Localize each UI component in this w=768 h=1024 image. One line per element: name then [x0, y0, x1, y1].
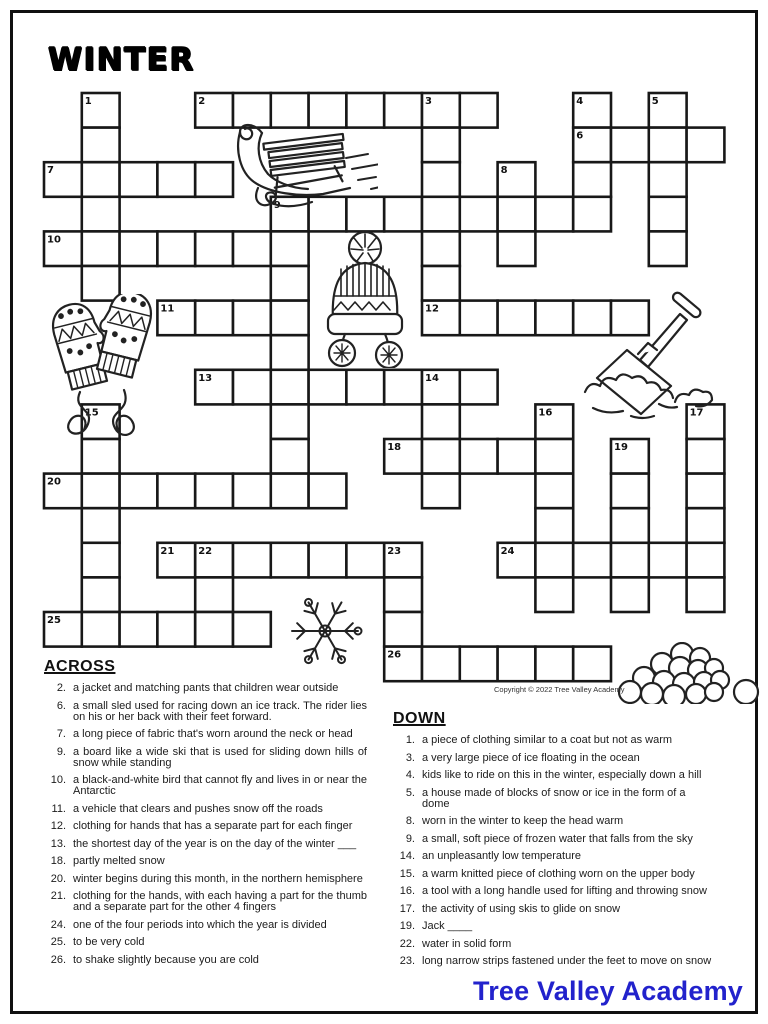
clue-number-6: 6	[576, 130, 584, 142]
across-clue-text: a board like a wide ski that is used for sliding down hills of snow while standing	[73, 745, 367, 769]
down-clue-22	[393, 939, 723, 950]
across-clue-number: 11.	[51, 802, 66, 815]
grid-cell-r1c10	[422, 128, 460, 163]
down-clue-text: worn in the winter to keep the head warm	[422, 815, 624, 827]
clue-number-20: 20	[47, 476, 61, 488]
grid-cell-r6c5	[233, 301, 271, 336]
across-clue-number: 9.	[56, 745, 66, 758]
grid-cell-r11c6	[271, 474, 309, 509]
down-clue-text: a small, soft piece of frozen water that falls from the sky	[422, 832, 693, 845]
down-clue-3	[393, 753, 723, 764]
grid-cell-r3c16	[649, 197, 687, 232]
grid-cell-r10c12	[498, 439, 536, 474]
grid-cell-r2c10	[422, 162, 460, 197]
grid-cell-r14c15	[611, 577, 649, 612]
grid-cell-r8c7	[309, 370, 347, 405]
down-clue-text: an unpleasantly low temperature	[422, 850, 581, 862]
grid-cell-r14c9	[384, 577, 422, 612]
grid-cell-r11c7	[309, 474, 347, 509]
across-clue-text: the shortest day of the year is on the day of the winter ___	[73, 837, 357, 850]
grid-cell-r0c11	[460, 93, 498, 128]
grid-cell-r8c9	[384, 370, 422, 405]
across-clue-12	[44, 821, 374, 832]
down-section	[393, 710, 723, 974]
grid-cell-r7c6	[271, 335, 309, 370]
across-clue-text: to shake slightly because you are cold	[73, 953, 259, 966]
grid-cell-r8c6	[271, 370, 309, 405]
clue-number-13: 13	[198, 372, 213, 384]
grid-cell-r12c13	[535, 508, 573, 543]
grid-cell-r14c1	[82, 577, 120, 612]
down-clue-17	[393, 904, 723, 915]
grid-cell-r10c11	[460, 439, 498, 474]
clue-number-9: 9	[273, 199, 281, 211]
grid-cell-r11c15	[611, 474, 649, 509]
grid-cell-r6c11	[460, 301, 498, 336]
grid-cell-r3c10	[422, 197, 460, 232]
across-clue-number: 7.	[56, 728, 66, 740]
grid-cell-r13c14	[573, 543, 611, 578]
down-clue-number: 9.	[405, 832, 415, 845]
grid-cell-r3c1	[82, 197, 120, 232]
grid-cell-r4c3	[157, 231, 195, 266]
across-clue-7	[44, 729, 374, 740]
grid-cell-r3c13	[535, 197, 573, 232]
down-clue-1	[393, 735, 723, 746]
grid-cell-r5c6	[271, 266, 309, 301]
grid-cell-r6c12	[498, 301, 536, 336]
grid-cell-r9c6	[271, 404, 309, 439]
across-clue-number: 2.	[56, 682, 66, 694]
down-clue-16	[393, 886, 723, 897]
grid-cell-r16c10	[422, 647, 460, 682]
grid-cell-r11c1	[82, 474, 120, 509]
clue-number-25: 25	[47, 615, 61, 626]
grid-cell-r4c2	[120, 231, 158, 266]
grid-cell-r3c14	[573, 197, 611, 232]
grid-cell-r6c13	[535, 301, 573, 336]
page-title: WINTER	[48, 42, 195, 78]
across-clue-number: 25.	[50, 936, 66, 948]
grid-cell-r8c5	[233, 370, 271, 405]
across-clue-text: clothing for hands that has a separate part for each finger	[73, 820, 353, 832]
across-clue-26	[44, 955, 374, 966]
down-clue-number: 8.	[405, 815, 415, 827]
grid-cell-r13c13	[535, 543, 573, 578]
across-clue-list	[44, 683, 374, 966]
across-clue-number: 20.	[50, 872, 66, 885]
down-clue-text: long narrow strips fastened under the feet to move on snow	[422, 955, 712, 967]
grid-cell-r11c17	[687, 474, 725, 509]
grid-cell-r15c1	[82, 612, 120, 647]
clue-number-2: 2	[198, 96, 206, 107]
across-clue-13	[44, 839, 374, 850]
down-clue-14	[393, 851, 723, 862]
across-clue-text: a small sled used for racing down an ice track. The rider lies on his or her back with their feet forward.	[73, 699, 367, 723]
grid-cell-r13c16	[649, 543, 687, 578]
grid-cell-r1c17	[687, 128, 725, 163]
grid-cell-r10c10	[422, 439, 460, 474]
down-clue-number: 1.	[405, 734, 415, 746]
down-header: DOWN	[393, 710, 446, 727]
grid-cell-r4c12	[498, 231, 536, 266]
grid-cell-r5c10	[422, 266, 460, 301]
grid-cell-r16c12	[498, 647, 536, 682]
down-clue-23	[393, 956, 723, 967]
down-clue-list	[393, 735, 723, 967]
across-clue-number: 12.	[50, 820, 66, 832]
grid-cell-r4c4	[195, 231, 233, 266]
grid-cell-r15c2	[120, 612, 158, 647]
grid-cell-r13c7	[309, 543, 347, 578]
down-clue-number: 3.	[405, 751, 415, 764]
grid-cell-r4c10	[422, 231, 460, 266]
grid-cell-r16c11	[460, 647, 498, 682]
clue-number-11: 11	[160, 303, 175, 315]
across-clue-20	[44, 874, 374, 885]
clue-number-1: 1	[84, 96, 92, 107]
grid-cell-r16c14	[573, 647, 611, 682]
across-clue-text: partly melted snow	[73, 855, 165, 867]
across-section	[44, 658, 374, 972]
grid-cell-r1c15	[611, 128, 649, 163]
grid-cell-r15c5	[233, 612, 271, 647]
grid-cell-r10c1	[82, 439, 120, 474]
clue-number-19: 19	[614, 442, 628, 453]
grid-cell-r2c1	[82, 162, 120, 197]
snow-shovel-illustration	[583, 290, 715, 432]
across-clue-number: 18.	[50, 855, 66, 867]
down-clue-4	[393, 770, 723, 781]
grid-cell-r4c1	[82, 231, 120, 266]
across-header: ACROSS	[44, 658, 116, 675]
down-clue-text: a tool with a long handle used for lifting and throwing snow	[422, 885, 707, 897]
across-clue-9	[44, 747, 374, 769]
across-clue-25	[44, 937, 374, 948]
clue-number-24: 24	[500, 545, 515, 557]
grid-cell-r3c12	[498, 197, 536, 232]
grid-cell-r8c11	[460, 370, 498, 405]
clue-number-3: 3	[425, 96, 432, 107]
snowball-pile-illustration	[610, 642, 760, 704]
down-clue-8	[393, 816, 723, 827]
copyright-text: Copyright © 2022 Tree Valley Academy	[494, 685, 625, 694]
sled-illustration	[228, 118, 378, 218]
down-clue-text: the activity of using skis to glide on snow	[422, 902, 621, 915]
down-clue-number: 14.	[399, 850, 415, 862]
grid-cell-r10c13	[535, 439, 573, 474]
down-clue-15	[393, 869, 723, 880]
down-clue-text: a very large piece of ice floating in the ocean	[422, 751, 640, 764]
grid-cell-r6c6	[271, 301, 309, 336]
down-clue-9	[393, 834, 723, 845]
across-clue-21	[44, 891, 374, 913]
grid-cell-r2c3	[157, 162, 195, 197]
grid-cell-r2c14	[573, 162, 611, 197]
down-clue-number: 19.	[399, 920, 415, 932]
down-clue-text: kids like to ride on this in the winter, especially down a hill	[422, 769, 702, 781]
down-clue-text: Jack ____	[422, 920, 473, 932]
grid-cell-r1c16	[649, 128, 687, 163]
down-clue-text: a house made of blocks of snow or ice in the form of a dome	[422, 786, 686, 810]
snowflake-illustration	[286, 594, 364, 668]
across-clue-2	[44, 683, 374, 694]
down-clue-text: a piece of clothing similar to a coat but not as warm	[422, 734, 673, 746]
clue-number-23: 23	[387, 545, 402, 557]
down-clue-number: 16.	[399, 885, 415, 897]
grid-cell-r2c16	[649, 162, 687, 197]
clue-number-15: 15	[84, 407, 99, 419]
winter-hat-illustration	[311, 224, 419, 368]
grid-cell-r9c10	[422, 404, 460, 439]
grid-cell-r11c4	[195, 474, 233, 509]
across-clue-number: 26.	[50, 953, 66, 966]
clue-number-5: 5	[651, 96, 659, 107]
grid-cell-r11c2	[120, 474, 158, 509]
down-clue-number: 22.	[399, 937, 415, 950]
grid-cell-r12c17	[687, 508, 725, 543]
grid-cell-r2c2	[120, 162, 158, 197]
across-clue-number: 6.	[56, 699, 66, 712]
across-clue-number: 24.	[50, 918, 66, 931]
grid-cell-r13c15	[611, 543, 649, 578]
across-clue-number: 10.	[50, 774, 66, 786]
clue-number-4: 4	[576, 96, 584, 107]
grid-cell-r11c13	[535, 474, 573, 509]
grid-cell-r13c8	[346, 543, 384, 578]
grid-cell-r13c6	[271, 543, 309, 578]
grid-cell-r12c1	[82, 508, 120, 543]
grid-cell-r11c10	[422, 474, 460, 509]
across-clue-number: 13.	[50, 837, 66, 850]
clue-number-21: 21	[160, 545, 175, 557]
grid-cell-r6c4	[195, 301, 233, 336]
down-clue-number: 23.	[399, 955, 415, 967]
grid-cell-r13c5	[233, 543, 271, 578]
clue-number-17: 17	[689, 407, 704, 419]
grid-cell-r10c17	[687, 439, 725, 474]
down-clue-number: 17.	[399, 902, 415, 915]
mittens-illustration	[34, 294, 170, 442]
grid-cell-r4c6	[271, 231, 309, 266]
grid-cell-r14c13	[535, 577, 573, 612]
down-clue-number: 5.	[405, 786, 415, 799]
across-clue-11	[44, 804, 374, 815]
grid-cell-r11c3	[157, 474, 195, 509]
clue-number-10: 10	[47, 234, 61, 246]
across-clue-text: one of the four periods into which the year is divided	[73, 918, 327, 931]
across-clue-text: a jacket and matching pants that children wear outside	[73, 682, 339, 694]
grid-cell-r1c1	[82, 128, 120, 163]
down-clue-number: 15.	[399, 867, 415, 880]
across-clue-text: winter begins during this month, in the northern hemisphere	[73, 872, 363, 885]
clue-number-8: 8	[500, 165, 508, 177]
clue-number-16: 16	[538, 407, 553, 419]
grid-cell-r3c11	[460, 197, 498, 232]
down-clue-19	[393, 921, 723, 932]
across-clue-6	[44, 701, 374, 723]
across-clue-text: a black-and-white bird that cannot fly and lives in or near the Antarctic	[73, 774, 367, 797]
grid-cell-r13c1	[82, 543, 120, 578]
grid-cell-r14c17	[687, 577, 725, 612]
grid-cell-r12c15	[611, 508, 649, 543]
across-clue-24	[44, 920, 374, 931]
clue-number-7: 7	[47, 165, 54, 177]
across-clue-text: a vehicle that clears and pushes snow off the roads	[73, 802, 323, 815]
grid-cell-r16c13	[535, 647, 573, 682]
grid-cell-r13c17	[687, 543, 725, 578]
across-clue-18	[44, 856, 374, 867]
grid-cell-r14c4	[195, 577, 233, 612]
clue-number-14: 14	[425, 372, 439, 384]
grid-cell-r15c3	[157, 612, 195, 647]
across-clue-text: a long piece of fabric that's worn around the neck or head	[73, 728, 353, 740]
down-clue-number: 4.	[405, 769, 415, 781]
down-clue-text: a warm knitted piece of clothing worn on the upper body	[422, 867, 695, 880]
grid-cell-r11c5	[233, 474, 271, 509]
across-clue-text: clothing for the hands, with each having a part for the thumb and a separate part for the other 4 fingers	[73, 890, 367, 913]
clue-number-18: 18	[387, 442, 402, 453]
clue-number-12: 12	[425, 303, 439, 315]
grid-cell-r15c9	[384, 612, 422, 647]
across-clue-number: 21.	[50, 890, 66, 902]
across-clue-text: to be very cold	[73, 936, 145, 948]
down-clue-5	[393, 788, 723, 810]
grid-cell-r4c16	[649, 231, 687, 266]
grid-cell-r0c9	[384, 93, 422, 128]
clue-number-22: 22	[198, 545, 213, 557]
down-clue-text: water in solid form	[422, 937, 512, 950]
grid-cell-r8c8	[346, 370, 384, 405]
brand-logo-text: Tree Valley Academy	[473, 976, 743, 1006]
across-clue-10	[44, 775, 374, 797]
clue-number-26: 26	[387, 649, 402, 661]
grid-cell-r4c5	[233, 231, 271, 266]
grid-cell-r10c6	[271, 439, 309, 474]
grid-cell-r15c4	[195, 612, 233, 647]
